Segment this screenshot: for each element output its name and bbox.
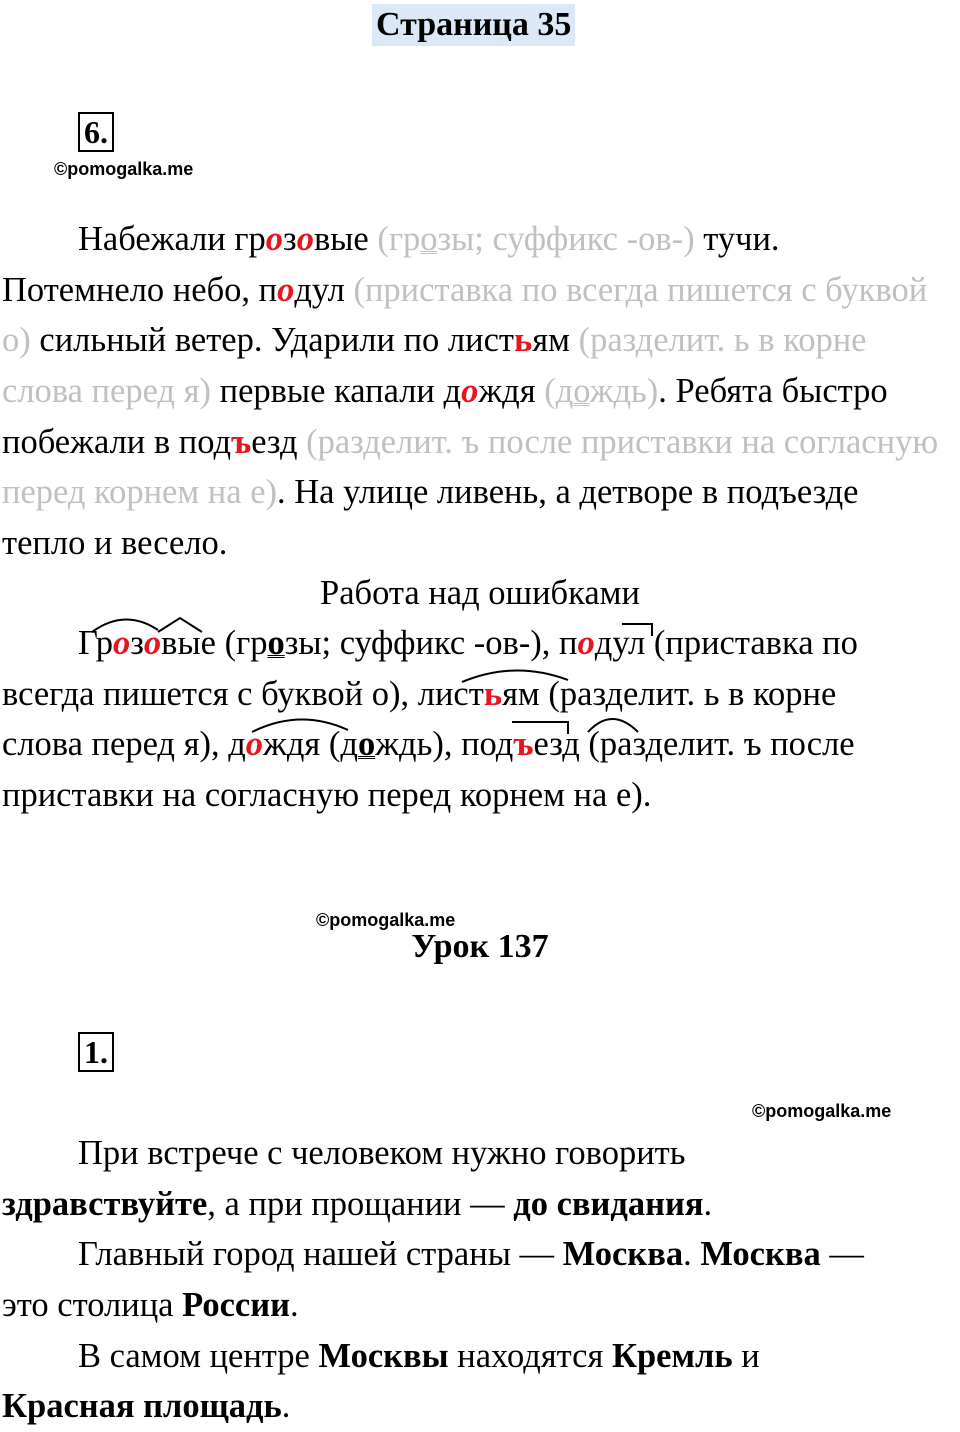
text-run: ъ (513, 725, 534, 764)
exercise-6-text (2, 214, 960, 569)
text-run: . Ребята быстро (658, 372, 888, 411)
text-line (2, 669, 960, 720)
work-on-errors-text (2, 618, 960, 821)
text-run: о (357, 725, 376, 764)
text-line (2, 467, 960, 518)
text-run: зы; суффикс -ов-) (437, 220, 695, 258)
text-run: о (245, 725, 264, 764)
text-run: здравствуйте (2, 1184, 208, 1223)
text-run: . На улице ливень, а детворе в подъезде (277, 473, 859, 512)
text-line (2, 719, 960, 770)
text-run: слова перед я) (2, 372, 211, 411)
text-run: ждь), под (375, 725, 514, 764)
text-run: вые (313, 220, 378, 258)
text-line (2, 1179, 960, 1230)
text-run: до свидания (513, 1184, 704, 1223)
text-run: о (265, 220, 284, 258)
text-run: ь (514, 321, 533, 360)
text-run: Потемнело небо, п (2, 270, 278, 309)
text-line (2, 265, 960, 316)
text-line (2, 315, 960, 366)
text-run: о (143, 624, 162, 662)
text-run: . (703, 1184, 713, 1223)
text-line (2, 1229, 960, 1280)
exercise-1-text (2, 1128, 960, 1432)
text-run: Москвы (318, 1336, 449, 1375)
text-line (2, 1128, 960, 1179)
text-run: приставки на согласную перед корнем на е). (2, 776, 652, 815)
text-run: Красная площадь (2, 1387, 282, 1426)
text-run: Кремль (611, 1336, 733, 1375)
text-run: и (732, 1336, 760, 1375)
text-run: — (820, 1235, 864, 1274)
text-run: сильный ветер. Ударили по лист (30, 321, 515, 360)
text-run: ь (483, 674, 503, 713)
exercise-number-6: 6. (78, 112, 114, 152)
text-line (2, 1280, 960, 1331)
text-run: тучи. (694, 220, 780, 258)
watermark: ©pomogalka.me (752, 1101, 892, 1121)
text-run: о (573, 372, 590, 411)
text-run: о (296, 220, 314, 258)
text-run: В самом центре (78, 1336, 319, 1375)
text-line (2, 618, 960, 669)
text-run: . (281, 1387, 291, 1426)
exercise-number-1: 1. (78, 1032, 114, 1072)
text-run: . (683, 1235, 701, 1274)
text-run: ям (разделит. ь в корне (502, 674, 837, 713)
text-line (2, 1381, 960, 1432)
text-run: Москва (700, 1235, 821, 1274)
text-run: всегда пишется с буквой о), лист (2, 674, 484, 713)
page-title: Страница 35 (372, 4, 575, 46)
text-run: (разделит. ь в корне (578, 321, 867, 360)
text-run: езд (разделит. ъ после (533, 725, 855, 764)
text-run: о (267, 624, 285, 662)
text-line (2, 214, 960, 265)
text-run: находятся (448, 1336, 612, 1375)
text-run: о (113, 624, 131, 662)
text-run: При встрече с человеком нужно говорить (78, 1134, 686, 1172)
text-run: . (289, 1286, 299, 1325)
text-run: дул (294, 270, 354, 309)
text-run: о (420, 220, 438, 258)
text-run: России (182, 1286, 290, 1325)
text-run: побежали в под (2, 422, 232, 461)
text-run: Москва (562, 1235, 684, 1274)
text-run: первые капали д (210, 372, 462, 411)
text-run: вые (гр (161, 624, 268, 662)
text-run: ъ (231, 422, 252, 461)
text-run: ждь) (589, 372, 659, 411)
text-run: Главный город нашей страны — (78, 1235, 563, 1274)
lesson-title: Урок 137 (411, 928, 549, 965)
text-line (2, 770, 960, 821)
text-run: тепло и весело. (2, 524, 228, 563)
text-run: перед корнем на е) (2, 473, 278, 512)
watermark: ©pomogalka.me (54, 159, 194, 179)
text-run: ям (532, 321, 579, 360)
work-on-errors-title: Работа над ошибками (320, 574, 640, 612)
text-run: езд (251, 422, 307, 461)
text-run: ждя (478, 372, 545, 411)
text-run: слова перед я), д (2, 725, 246, 764)
text-run: з (130, 624, 144, 662)
text-run: о (461, 372, 479, 411)
text-line (2, 366, 960, 417)
text-line (2, 518, 960, 569)
text-run: Гр (78, 624, 114, 662)
text-run: дул (приставка по (594, 624, 858, 662)
text-line (2, 417, 960, 468)
text-run: (д (544, 372, 574, 411)
text-run: , а при прощании — (207, 1184, 514, 1223)
text-run: ждя (д (263, 725, 358, 764)
text-run: з (283, 220, 297, 258)
text-run: о (577, 624, 595, 662)
text-run: о) (2, 321, 31, 360)
text-run: (приставка по всегда пишется с буквой (353, 270, 928, 309)
text-run: (разделит. ъ после приставки на согласную (306, 422, 939, 461)
watermark: ©pomogalka.me (316, 910, 456, 930)
text-run: это столица (2, 1286, 183, 1325)
text-run: о (277, 270, 295, 309)
text-line (2, 1331, 960, 1382)
text-run: (гр (377, 220, 421, 258)
text-run: зы; суффикс -ов-), п (284, 624, 578, 662)
text-run: Набежали гр (78, 220, 266, 258)
